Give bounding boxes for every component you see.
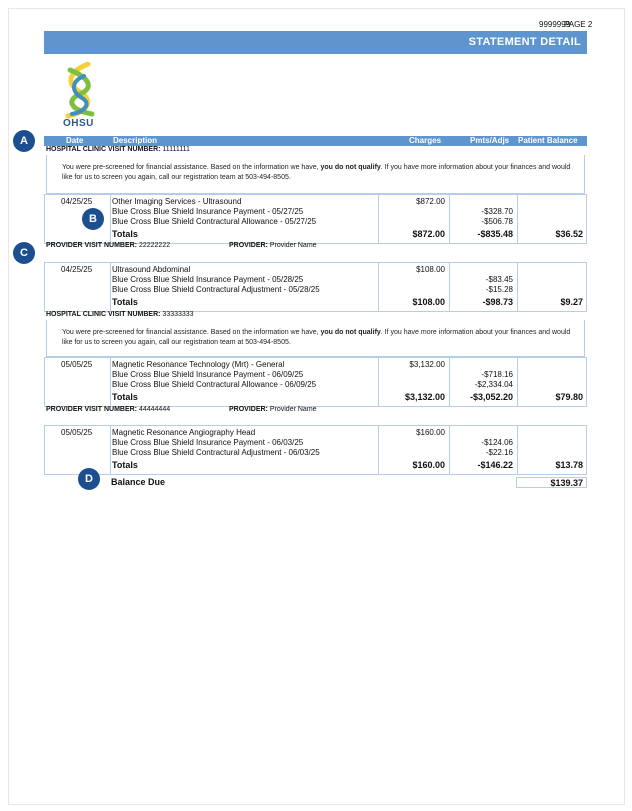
line-description: Magnetic Resonance Angiography Head	[112, 428, 256, 437]
total-payments: -$3,052.20	[469, 392, 513, 402]
totals-label: Totals	[112, 460, 138, 470]
service-date: 05/05/25	[61, 428, 93, 437]
title-bar	[44, 31, 587, 54]
patient-balance: $13.78	[555, 460, 583, 470]
line-payment: -$2,334.04	[474, 380, 513, 389]
total-payments: -$98.73	[482, 297, 513, 307]
patient-balance: $36.52	[555, 229, 583, 239]
balance-due-box	[516, 477, 587, 488]
patient-balance: $79.80	[555, 392, 583, 402]
visit-label: HOSPITAL CLINIC VISIT NUMBER: 11111111	[46, 146, 190, 153]
visit-block	[44, 425, 587, 475]
line-payment: -$328.70	[481, 207, 513, 216]
total-payments: -$835.48	[477, 229, 513, 239]
line-description: Magnetic Resonance Technology (Mrt) - General	[112, 360, 285, 369]
service-date: 05/05/25	[61, 360, 93, 369]
line-payment: -$718.16	[481, 370, 513, 379]
line-payment: -$22.16	[485, 448, 513, 457]
visit-block	[44, 194, 587, 244]
line-description: Blue Cross Blue Shield Insurance Payment - 05/28/25	[112, 275, 304, 284]
line-description: Blue Cross Blue Shield Contractural Adjustment - 06/03/25	[112, 448, 320, 457]
total-charges: $160.00	[412, 460, 445, 470]
line-description: Blue Cross Blue Shield Contractural Allowance - 05/27/25	[112, 217, 317, 226]
visit-block	[44, 357, 587, 407]
ohsu-logo-icon	[58, 62, 102, 120]
callout-marker: B	[82, 208, 104, 230]
line-charge: $160.00	[416, 428, 445, 437]
assistance-note: You were pre-screened for financial assistance. Based on the information we have, you do not qualify. If you have more information about your finances and would like for us to screen you again, call our registration team at 503-494-8505.	[46, 155, 585, 194]
visit-block	[44, 262, 587, 312]
callout-marker: D	[78, 468, 100, 490]
account-number: 9999999	[539, 20, 571, 29]
total-charges: $108.00	[412, 297, 445, 307]
col-balance: Patient Balance	[518, 136, 578, 145]
totals-label: Totals	[112, 392, 138, 402]
line-charge: $3,132.00	[409, 360, 445, 369]
visit-label: PROVIDER VISIT NUMBER: 44444444	[46, 406, 171, 413]
line-description: Blue Cross Blue Shield Insurance Payment - 05/27/25	[112, 207, 304, 216]
total-charges: $3,132.00	[404, 392, 445, 402]
col-charges: Charges	[409, 136, 442, 145]
line-description: Blue Cross Blue Shield Insurance Payment - 06/03/25	[112, 438, 304, 447]
visit-label: HOSPITAL CLINIC VISIT NUMBER: 33333333	[46, 311, 194, 318]
line-payment: -$124.06	[481, 438, 513, 447]
line-payment: -$83.45	[485, 275, 513, 284]
service-date: 04/25/25	[61, 265, 93, 274]
total-payments: -$146.22	[477, 460, 513, 470]
balance-due-label: Balance Due	[111, 477, 166, 487]
line-description: Blue Cross Blue Shield Contractural Adjustment - 05/28/25	[112, 285, 320, 294]
service-date: 04/25/25	[61, 197, 93, 206]
callout-marker: A	[13, 130, 35, 152]
totals-label: Totals	[112, 297, 138, 307]
page-title: STATEMENT DETAIL	[468, 36, 581, 48]
balance-due-amount: $139.37	[550, 478, 583, 488]
total-charges: $872.00	[412, 229, 445, 239]
logo-text: OHSU	[63, 118, 94, 129]
line-description: Blue Cross Blue Shield Insurance Payment - 06/09/25	[112, 370, 304, 379]
col-date: Date	[66, 136, 84, 145]
callout-marker: C	[13, 242, 35, 264]
line-description: Ultrasound Abdominal	[112, 265, 191, 274]
line-description: Blue Cross Blue Shield Contractural Allowance - 06/09/25	[112, 380, 317, 389]
visit-label: PROVIDER VISIT NUMBER: 22222222	[46, 242, 171, 249]
col-description: Description	[113, 136, 158, 145]
line-charge: $108.00	[416, 265, 445, 274]
totals-label: Totals	[112, 229, 138, 239]
line-charge: $872.00	[416, 197, 445, 206]
line-payment: -$15.28	[485, 285, 513, 294]
provider-label: PROVIDER: Provider Name	[229, 406, 317, 413]
provider-label: PROVIDER: Provider Name	[229, 242, 317, 249]
line-description: Other Imaging Services - Ultrasound	[112, 197, 242, 206]
col-pmts: Pmts/Adjs	[470, 136, 510, 145]
table-header	[44, 136, 587, 146]
assistance-note: You were pre-screened for financial assistance. Based on the information we have, you do not qualify. If you have more information about your finances and would like for us to screen you again, call our registration team at 503-494-8505.	[46, 320, 585, 357]
patient-balance: $9.27	[560, 297, 583, 307]
line-payment: -$506.78	[481, 217, 513, 226]
page-number: PAGE 2	[564, 20, 593, 29]
